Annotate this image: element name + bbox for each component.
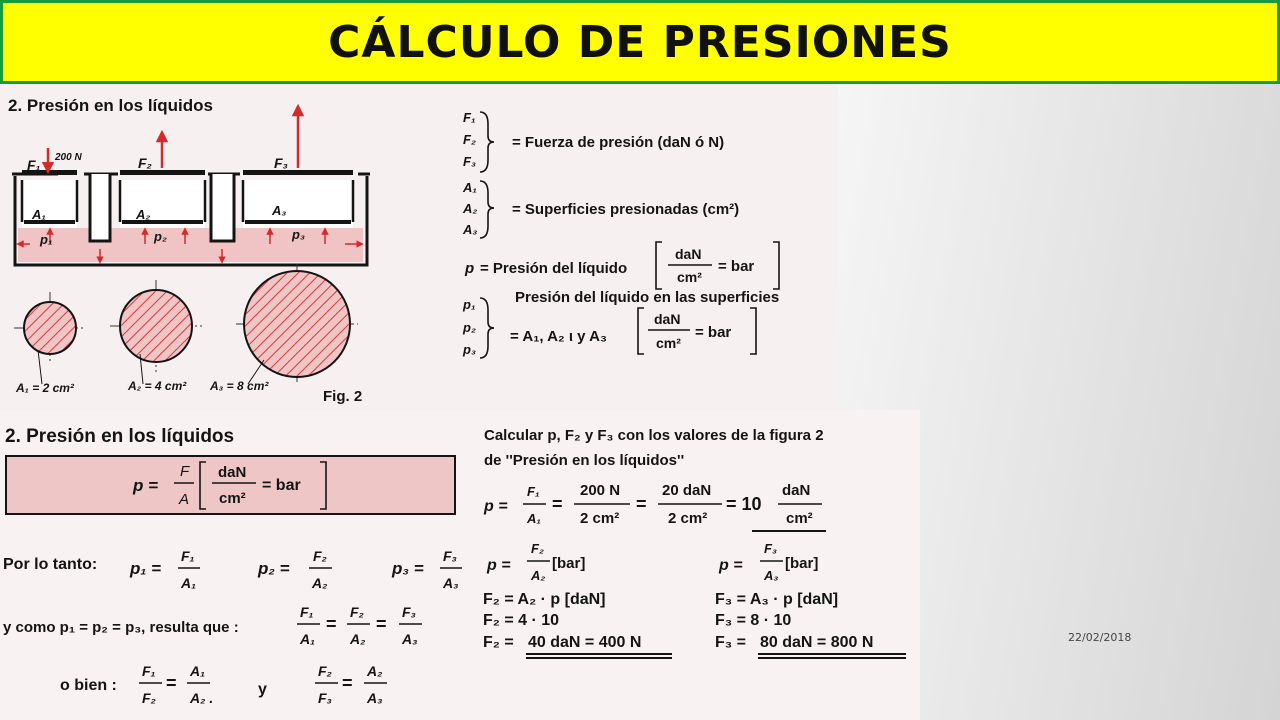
box-num: F [180,463,190,480]
formulas-svg [0,410,920,720]
f3-p-eq: p = [719,557,743,574]
frac-p1-num: F₁ [181,548,195,564]
legend-p3: p₃ [463,342,476,357]
calc-a1: A₁ [527,511,541,526]
ycomo-a3: A₃ [402,631,418,647]
label-f2: F₂ [138,155,152,171]
area-circles [14,264,358,384]
f3-result: 80 daN = 800 N [760,634,874,651]
frac-p1-den: A₁ [181,575,197,591]
legend-p-unit-eq: = bar [718,258,755,275]
obien-a1: A₁ [190,663,206,679]
legend-f1: F₁ [463,110,476,125]
f3-bar: [bar] [785,555,819,572]
communicating-vessels [12,170,370,265]
f3-frac-den: A₃ [764,568,779,583]
f2-line3-prefix: F₂ = [483,634,514,651]
slide-title: CÁLCULO DE PRESIONES [328,16,952,68]
legend-p-symbol: p [465,260,475,277]
obien-a3: A₃ [367,690,383,706]
calc-unit-num: daN [782,482,811,499]
box-unit-num: daN [218,464,247,481]
heading-presion-liquidos-2: 2. Presión en los líquidos [5,426,235,447]
f2-line2: F₂ = 4 · 10 [483,612,560,629]
f2-bar: [bar] [552,555,586,572]
legend-p123-num: daN [654,311,681,327]
figure-caption: Fig. 2 [323,388,363,405]
scan-formulas-bottom [0,410,920,720]
ycomo-a2: A₂ [350,631,366,647]
calc-num1: 200 N [580,482,621,499]
f2-frac-den: A₂ [531,568,546,583]
frac-p2-num: F₂ [313,548,327,564]
legend-p-unit-den: cm² [677,269,702,285]
ycomo-f1: F₁ [300,604,314,620]
label-a2: A₂ [136,207,151,222]
calc-p: p = [484,498,508,515]
obien-a2b: A₂ [367,663,383,679]
legend-p123-eq: = bar [695,324,732,341]
slide-title-bar [0,0,1280,84]
boxed-pressure-formula [6,456,455,514]
por-lo-tanto: Por lo tanto: [3,556,98,573]
scan-figure-top [0,84,838,410]
legend-a3: A₃ [463,222,478,237]
slide-date: 22/02/2018 [1068,631,1132,644]
legend-a1: A₁ [463,180,477,195]
obien-f1: F₁ [142,663,156,679]
ycomo-a1: A₁ [300,631,316,647]
calc-line-2: de ''Presión en los líquidos'' [484,452,685,469]
eq-p3: p₃ = [392,559,424,578]
box-den: A [179,491,190,508]
calc-f1: F₁ [527,484,540,499]
obien-f3: F₃ [318,690,332,706]
calc-line-1: Calcular p, F₂ y F₃ con los valores de la figura 2 [484,427,824,444]
legend-f-text: = Fuerza de presión (daN ó N) [512,134,725,151]
circle-label-a2: A₂ = 4 cm² [128,379,187,393]
f2-line1: F₂ = A₂ · p [daN] [483,591,606,608]
f3-line3-prefix: F₃ = [715,634,746,651]
ycomo-eq1: = [326,614,337,634]
f3-line1: F₃ = A₃ · p [daN] [715,591,839,608]
frac-p3-den: A₃ [443,575,459,591]
circle-a3 [244,271,350,377]
f2-frac-num: F₂ [531,541,544,556]
obien-f2: F₂ [142,690,156,706]
box-unit-den: cm² [219,490,246,507]
heading-presion-liquidos: 2. Presión en los líquidos [8,96,213,115]
label-f1: F₁ [27,157,41,173]
legend-p1: p₁ [463,297,476,312]
legend-p2: p₂ [463,320,476,335]
label-a3: A₃ [272,203,287,218]
label-p3: p₃ [292,227,305,242]
circle-label-a1: A₁ = 2 cm² [16,381,74,395]
legend-p123-title: Presión del líquido en las superficies [515,289,780,306]
legend-p-unit-num: daN [675,246,702,262]
eq-p2: p₂ = [258,559,290,578]
label-a1: A₁ [32,207,46,222]
ycomo-f2: F₂ [350,604,364,620]
calc-num2: 20 daN [662,482,712,499]
box-unit-eq: = bar [262,477,301,494]
calc-column-f2 [483,541,672,658]
calc-den1: 2 cm² [580,510,620,527]
ycomo-eq2: = [376,614,387,634]
legend [462,110,779,358]
legend-a-text: = Superficies presionadas (cm²) [512,201,740,218]
label-p1: p₁ [40,232,53,247]
calc-column-f3 [715,541,906,658]
legend-f3: F₃ [463,154,476,169]
eq-p1: p₁ = [130,559,162,578]
legend-p123-mid: = A₁, A₂ ι y A₃ [510,328,607,345]
frac-p2-den: A₂ [312,575,328,591]
ycomo-f3: F₃ [402,604,416,620]
obien-y: y [258,681,267,698]
f2-p-eq: p = [487,557,511,574]
legend-a2: A₂ [463,201,478,216]
circle-a1 [24,302,76,354]
o-bien-text: o bien : [60,677,117,694]
figure-2-svg [0,84,838,410]
frac-p3-num: F₃ [443,548,457,564]
calc-den2: 2 cm² [668,510,708,527]
obien-f2b: F₂ [318,663,332,679]
calc-unit-den: cm² [786,510,813,527]
y-como-text: y como p₁ = p₂ = p₃, resulta que : [3,619,239,636]
legend-f2: F₂ [463,132,476,147]
force-label-200n: 200 N [55,152,82,163]
label-f3: F₃ [274,155,288,171]
obien-a2: A₂ . [190,690,214,706]
legend-p123-den: cm² [656,335,681,351]
label-p2: p₂ [154,229,167,244]
calc-eq2: = [636,494,647,514]
circle-label-a3: A₃ = 8 cm² [210,379,269,393]
f3-frac-num: F₃ [764,541,777,556]
calc-eq1: = [552,494,563,514]
f2-result: 40 daN = 400 N [528,634,642,651]
circle-a2 [120,290,192,362]
obien-eq1: = [166,673,177,693]
obien-eq2: = [342,673,353,693]
legend-p-text: = Presión del líquido [480,260,628,277]
calc-eq10: = 10 [726,494,762,514]
f3-line2: F₃ = 8 · 10 [715,612,792,629]
box-p: p = [133,476,159,495]
